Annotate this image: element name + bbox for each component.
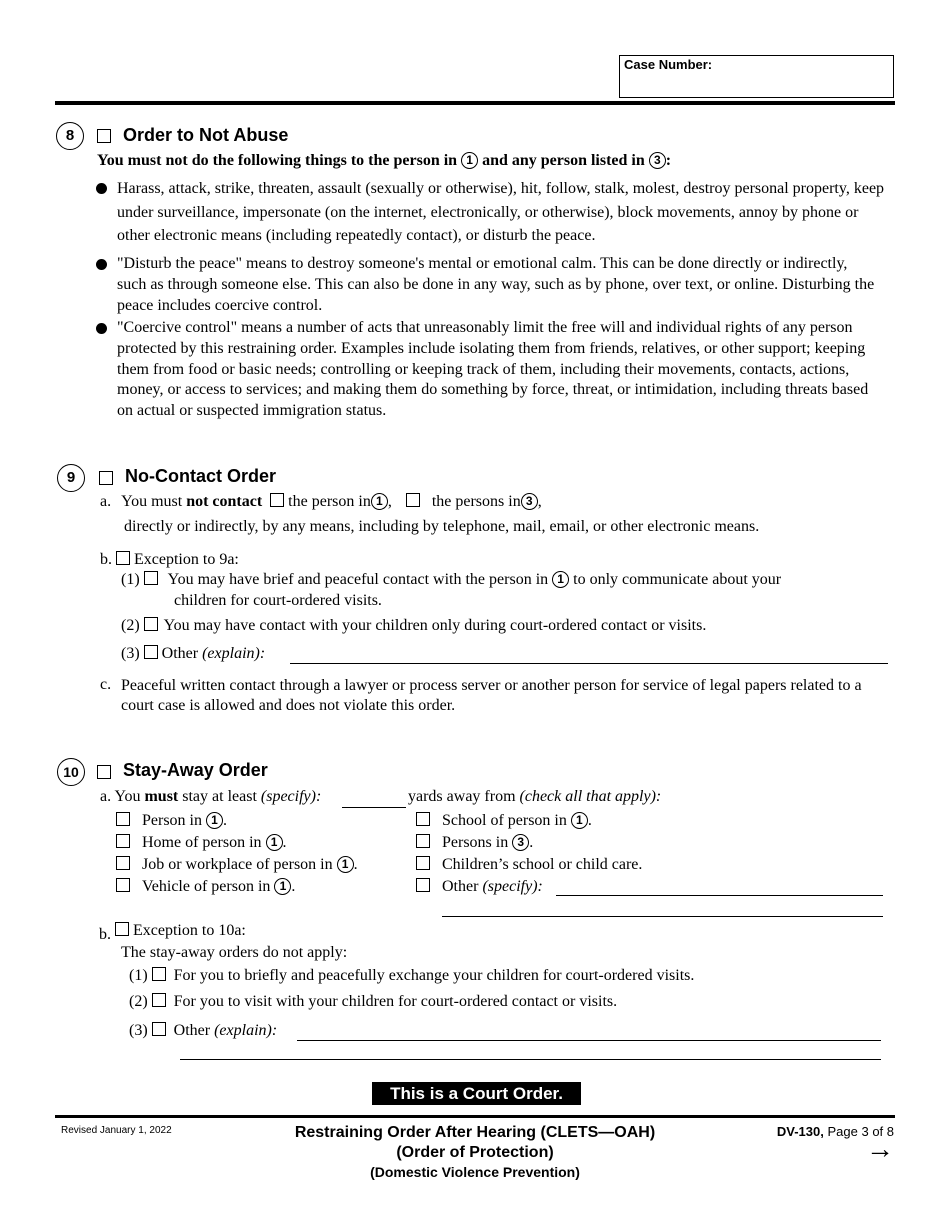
bullet-dot — [96, 183, 107, 194]
case-number-label: Case Number: — [624, 57, 713, 72]
section-9a-line-1 — [100, 493, 542, 511]
stay-away-childrens-school-label: Children’s school or child care. — [442, 856, 643, 873]
footer-revised: Revised January 1, 2022 — [61, 1125, 172, 1136]
stay-away-job — [116, 856, 358, 874]
section-8-intro-c: : — [665, 152, 672, 169]
stay-away-persons — [416, 834, 533, 852]
stay-away-vehicle-checkbox[interactable] — [116, 878, 130, 892]
section-10b-label: Exception to 10a: — [133, 922, 246, 939]
stay-away-home-checkbox[interactable] — [116, 834, 130, 848]
section-9b1-num: (1) — [121, 571, 140, 588]
stay-away-person-checkbox[interactable] — [116, 812, 130, 826]
section-9b3 — [121, 645, 265, 663]
section-10a-line — [100, 788, 321, 806]
section-8-title: Order to Not Abuse — [123, 125, 289, 145]
footer-rule — [55, 1115, 895, 1118]
footer-page-number: Page 3 of 8 — [827, 1124, 894, 1139]
stay-away-school-label: School of person in — [442, 812, 567, 829]
section-10b2-num: (2) — [129, 993, 148, 1010]
section-9b1 — [121, 571, 781, 589]
stay-away-vehicle-label: Vehicle of person in — [142, 878, 271, 895]
ref-circle-1: 1 — [274, 878, 291, 895]
yards-input[interactable] — [342, 789, 406, 808]
section-9a-comma: , — [387, 493, 392, 510]
footer-form-id: DV-130, — [776, 1124, 824, 1139]
stay-away-other-input[interactable] — [556, 877, 883, 896]
stay-away-home — [116, 834, 287, 852]
section-9b2-num: (2) — [121, 617, 140, 634]
section-9a-persons-label: the persons in — [431, 493, 521, 510]
section-10b3-explain-input[interactable] — [297, 1022, 881, 1041]
section-10a-letter: a. — [100, 788, 112, 805]
stay-away-vehicle — [116, 878, 295, 896]
section-10b3-num: (3) — [129, 1022, 148, 1039]
section-10b-letter: b. — [99, 926, 111, 943]
section-10b-intro: The stay-away orders do not apply: — [121, 944, 348, 961]
section-9b-letter: b. — [100, 551, 112, 568]
section-9b1-checkbox[interactable] — [144, 571, 158, 585]
section-10b2-text: For you to visit with your children for court-ordered contact or visits. — [173, 993, 618, 1010]
header-rule — [55, 101, 895, 105]
section-8-bullet-3: "Coercive control" means a number of acts that unreasonably limit the free will and individual rights of any person protected by this restraining order. Examples include isolating them from friends, relatives, or other support; keeping them from food or basic needs; controlling or keeping track of them, including their movements, contacts, actions, money, or access to services; and making them do something by force, threat, or intimidation, including threats based on actual or suspected immigration status. — [117, 319, 869, 420]
section-10a-check-all: (check all that apply): — [519, 788, 662, 805]
section-9-checkbox[interactable] — [99, 471, 113, 485]
section-10b1-text: For you to briefly and peacefully exchange your children for court-ordered visits. — [173, 967, 695, 984]
footer-title-1: Restraining Order After Hearing (CLETS—OAH) — [294, 1124, 656, 1141]
section-9b1-text-a: You may have brief and peaceful contact with the person in — [167, 571, 549, 588]
section-10a-must: must — [144, 788, 179, 805]
stay-away-school — [416, 812, 592, 830]
section-10a-yards-text: yards away from — [408, 788, 516, 805]
court-order-banner: This is a Court Order. — [372, 1082, 581, 1105]
section-9b2 — [121, 617, 706, 635]
section-9b-checkbox[interactable] — [116, 551, 130, 565]
period: . — [223, 812, 227, 829]
section-10-number: 10 — [57, 758, 85, 786]
ref-circle-1: 1 — [337, 856, 354, 873]
section-10a-you: You — [114, 788, 141, 805]
stay-away-persons-label: Persons in — [442, 834, 509, 851]
section-10a-stay: stay at least — [182, 788, 257, 805]
section-8-intro — [97, 152, 671, 170]
section-10b — [99, 922, 246, 943]
period: . — [587, 812, 592, 829]
stay-away-other-specify: (specify): — [482, 878, 543, 895]
ref-circle-1: 1 — [266, 834, 283, 851]
section-9b3-checkbox[interactable] — [144, 645, 158, 659]
section-10-title: Stay-Away Order — [123, 760, 268, 780]
section-8-intro-a: You must not do the following things to the person in — [97, 152, 458, 169]
section-10-checkbox[interactable] — [97, 765, 111, 779]
section-8-bullet-2: "Disturb the peace" means to destroy someone's mental or emotional calm. This can be done directly or indirectly, such as through someone else. This can also be done in any way, such as by phone, over text, or online. Disturbing the peace includes coercive control. — [117, 255, 875, 314]
period: . — [282, 834, 287, 851]
section-8-bullet-1: Harass, attack, strike, threaten, assault (sexually or otherwise), hit, follow, stalk, molest, destroy personal property, keep under surveillance, impersonate (on the internet, electronically, or otherwise), block movements, annoy by phone or other electronic means (including repeatedly contact), or disturb the peace. — [117, 180, 885, 244]
period: . — [291, 878, 296, 895]
section-9b — [100, 551, 239, 569]
ref-circle-3: 3 — [521, 493, 538, 510]
section-9a-comma-2: , — [537, 493, 542, 510]
ref-circle-1: 1 — [571, 812, 588, 829]
stay-away-persons-checkbox[interactable] — [416, 834, 430, 848]
case-number-input[interactable] — [624, 74, 890, 96]
section-10b2 — [129, 993, 617, 1011]
stay-away-home-label: Home of person in — [142, 834, 262, 851]
ref-circle-1: 1 — [371, 493, 388, 510]
section-9b-label: Exception to 9a: — [134, 551, 239, 568]
section-9a-bold: not contact — [186, 493, 263, 510]
section-9c-text: Peaceful written contact through a lawyer or process server or another person for service of legal papers related to a court case is allowed and does not violate this order. — [121, 677, 862, 714]
section-10b3-checkbox[interactable] — [152, 1022, 166, 1036]
section-9b3-explain-input[interactable] — [290, 645, 888, 664]
section-10b3-line-2[interactable] — [180, 1059, 881, 1060]
stay-away-person-label: Person in — [142, 812, 202, 829]
stay-away-other — [416, 878, 543, 896]
section-9b2-checkbox[interactable] — [144, 617, 158, 631]
ref-circle-3: 3 — [649, 152, 666, 169]
section-8-number: 8 — [56, 122, 84, 150]
section-8-checkbox[interactable] — [97, 129, 111, 143]
section-9-number: 9 — [57, 464, 85, 492]
stay-away-person — [116, 812, 227, 830]
section-9b1-text-b: to only communicate about your — [573, 571, 782, 588]
case-number-box — [619, 55, 894, 98]
section-10b1-checkbox[interactable] — [152, 967, 166, 981]
section-10b2-checkbox[interactable] — [152, 993, 166, 1007]
section-9a-person-label: the person in — [288, 493, 371, 510]
bullet-dot — [96, 323, 107, 334]
period: . — [353, 856, 358, 873]
section-10b3-text: Other — [173, 1022, 211, 1039]
section-10b1 — [129, 967, 694, 985]
section-10b-checkbox[interactable] — [115, 922, 129, 936]
section-9b3-text: Other — [161, 645, 199, 662]
bullet-dot — [96, 259, 107, 270]
section-9b3-explain: (explain): — [202, 645, 266, 662]
section-9b3-num: (3) — [121, 645, 140, 662]
footer-title-2: (Order of Protection) — [396, 1144, 554, 1161]
section-10b3 — [129, 1022, 277, 1040]
section-10a-yards — [408, 788, 661, 806]
stay-away-school-checkbox[interactable] — [416, 812, 430, 826]
next-page-arrow-icon[interactable]: → — [866, 1133, 894, 1164]
section-9a-letter: a. — [100, 493, 112, 510]
section-9-title: No-Contact Order — [125, 466, 277, 486]
section-10b1-num: (1) — [129, 967, 148, 984]
period: . — [529, 834, 534, 851]
footer-title-3: (Domestic Violence Prevention) — [370, 1164, 580, 1180]
section-9a-persons-checkbox[interactable] — [406, 493, 420, 507]
stay-away-other-checkbox[interactable] — [416, 878, 430, 892]
section-8-intro-b: and any person listed in — [482, 152, 645, 169]
stay-away-childrens-school-checkbox[interactable] — [416, 856, 430, 870]
section-10b3-explain: (explain): — [214, 1022, 278, 1039]
ref-circle-1: 1 — [552, 571, 569, 588]
section-10a-specify: (specify): — [260, 788, 322, 805]
ref-circle-1: 1 — [206, 812, 223, 829]
stay-away-other-label: Other — [442, 878, 479, 895]
section-9a-line-2: directly or indirectly, by any means, including by telephone, mail, email, or other electronic means. — [124, 518, 760, 535]
ref-circle-1: 1 — [461, 152, 478, 169]
stay-away-job-label: Job or workplace of person in — [142, 856, 333, 873]
section-9a-text: You must — [121, 493, 183, 510]
section-9c-letter: c. — [100, 676, 112, 693]
stay-away-childrens-school — [416, 856, 642, 874]
section-9b1-line-2: children for court-ordered visits. — [174, 592, 382, 609]
stay-away-other-line-2[interactable] — [442, 916, 883, 917]
stay-away-job-checkbox[interactable] — [116, 856, 130, 870]
section-9a-person-checkbox[interactable] — [270, 493, 284, 507]
section-9b2-text: You may have contact with your children only during court-ordered contact or visits. — [163, 617, 707, 634]
ref-circle-3: 3 — [512, 834, 529, 851]
footer-title — [255, 1123, 695, 1182]
